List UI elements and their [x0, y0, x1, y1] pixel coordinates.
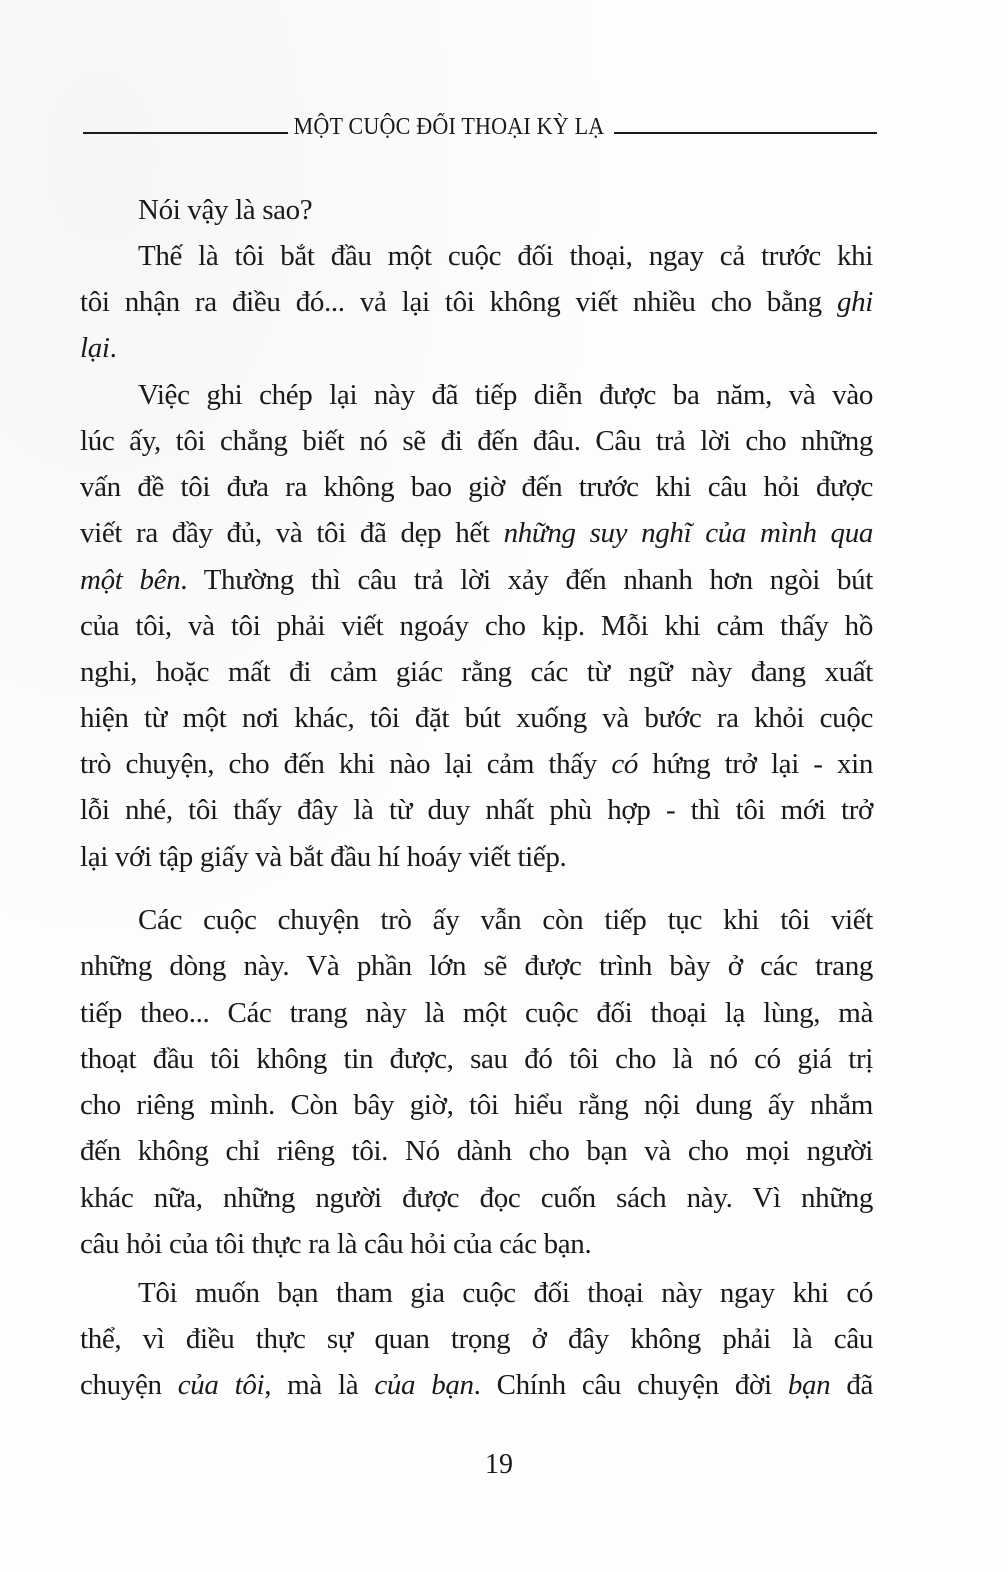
text-line: [138, 900, 873, 940]
italic-text: có: [611, 748, 639, 780]
italic-text: bạn: [787, 1369, 831, 1401]
line-text: chuyện: [80, 1369, 178, 1401]
text-line: [80, 1131, 873, 1171]
text-line: [80, 560, 873, 600]
page-number-text: 19: [485, 1449, 513, 1480]
line-text: viết ra đầy đủ, và tôi đã dẹp hết: [80, 517, 504, 549]
italic-text: của tôi: [177, 1369, 265, 1401]
line-text: cho riêng mình. Còn bây giờ, tôi hiểu rằng nội dung ấy nhắm: [80, 1089, 873, 1121]
line-text: lỗi nhé, tôi thấy đây là từ duy nhất phù hợp - thì tôi mới trở: [80, 794, 873, 826]
italic-text: ghi: [836, 286, 873, 318]
text-line: [80, 1085, 873, 1125]
line-text: .: [109, 332, 117, 364]
text-line: [80, 328, 873, 368]
line-text: Thế là tôi bắt đầu một cuộc đối thoại, ngay cả trước khi: [138, 240, 873, 272]
text-line: [80, 1224, 873, 1264]
text-line: [138, 1273, 873, 1313]
text-line: [80, 993, 873, 1033]
line-text: đến không chỉ riêng tôi. Nó dành cho bạn và cho mọi người: [80, 1135, 873, 1167]
text-line: [80, 282, 873, 322]
text-line: [80, 652, 873, 692]
italic-text: lại: [80, 332, 110, 364]
line-text: tiếp theo... Các trang này là một cuộc đối thoại lạ lùng, mà: [80, 997, 873, 1029]
text-line: [138, 236, 873, 276]
line-text: của tôi, và tôi phải viết ngoáy cho kịp. Mỗi khi cảm thấy hồ: [80, 610, 873, 642]
text-line: [80, 467, 873, 507]
text-line: [138, 375, 873, 415]
text-line: [80, 421, 873, 461]
line-text: Tôi muốn bạn tham gia cuộc đối thoại này ngay khi có: [138, 1277, 873, 1309]
line-text: Các cuộc chuyện trò ấy vẫn còn tiếp tục khi tôi viết: [138, 904, 873, 936]
running-title: MỘT CUỘC ĐỐI THOẠI KỲ LẠ: [293, 114, 605, 140]
text-line: [80, 790, 873, 830]
line-text: vấn đề tôi đưa ra không bao giờ đến trước khi câu hỏi được: [80, 471, 873, 503]
line-text: hiện từ một nơi khác, tôi đặt bút xuống và bước ra khỏi cuộc: [80, 702, 873, 734]
header-rule-right: [614, 132, 877, 134]
text-line: [80, 1319, 873, 1359]
line-text: nghi, hoặc mất đi cảm giác rằng các từ ngữ này đang xuất: [80, 656, 873, 688]
italic-text: những suy nghĩ của mình qua: [503, 517, 873, 549]
text-line: [80, 698, 873, 738]
line-text: khác nữa, những người được đọc cuốn sách này. Vì những: [80, 1182, 873, 1214]
text-line: [80, 1365, 873, 1405]
line-text: thoạt đầu tôi không tin được, sau đó tôi cho là nó có giá trị: [80, 1043, 873, 1075]
line-text: thể, vì điều thực sự quan trọng ở đây không phải là câu: [80, 1323, 873, 1355]
text-line: [80, 606, 873, 646]
text-line: [138, 190, 873, 230]
text-line: [80, 1039, 873, 1079]
text-line: [80, 837, 873, 877]
line-text: những dòng này. Và phần lớn sẽ được trình bày ở các trang: [80, 950, 873, 982]
italic-text: của bạn: [374, 1369, 474, 1401]
text-line: [80, 946, 873, 986]
line-text: . Thường thì câu trả lời xảy đến nhanh hơn ngòi bút: [180, 564, 873, 596]
line-text: . Chính câu chuyện đời: [473, 1369, 788, 1401]
header-rule-left: [83, 132, 288, 134]
line-text: trò chuyện, cho đến khi nào lại cảm thấy: [80, 748, 612, 780]
line-text: , mà là: [264, 1369, 375, 1401]
line-text: lúc ấy, tôi chẳng biết nó sẽ đi đến đâu. Câu trả lời cho những: [80, 425, 873, 457]
line-text: tôi nhận ra điều đó... vả lại tôi không viết nhiều cho bằng: [80, 286, 837, 318]
line-text: câu hỏi của tôi thực ra là câu hỏi của các bạn.: [80, 1228, 592, 1260]
italic-text: một bên: [80, 564, 181, 596]
line-text: Nói vậy là sao?: [138, 194, 313, 226]
text-line: [80, 744, 873, 784]
page-number: [0, 1446, 1008, 1484]
line-text: lại với tập giấy và bắt đầu hí hoáy viết tiếp.: [80, 841, 567, 873]
text-line: [80, 1178, 873, 1218]
line-text: đã: [830, 1369, 874, 1401]
text-line: [80, 513, 873, 553]
line-text: Việc ghi chép lại này đã tiếp diễn được ba năm, và vào: [138, 379, 873, 411]
line-text: hứng trở lại - xin: [638, 748, 873, 780]
running-header: [83, 104, 877, 144]
